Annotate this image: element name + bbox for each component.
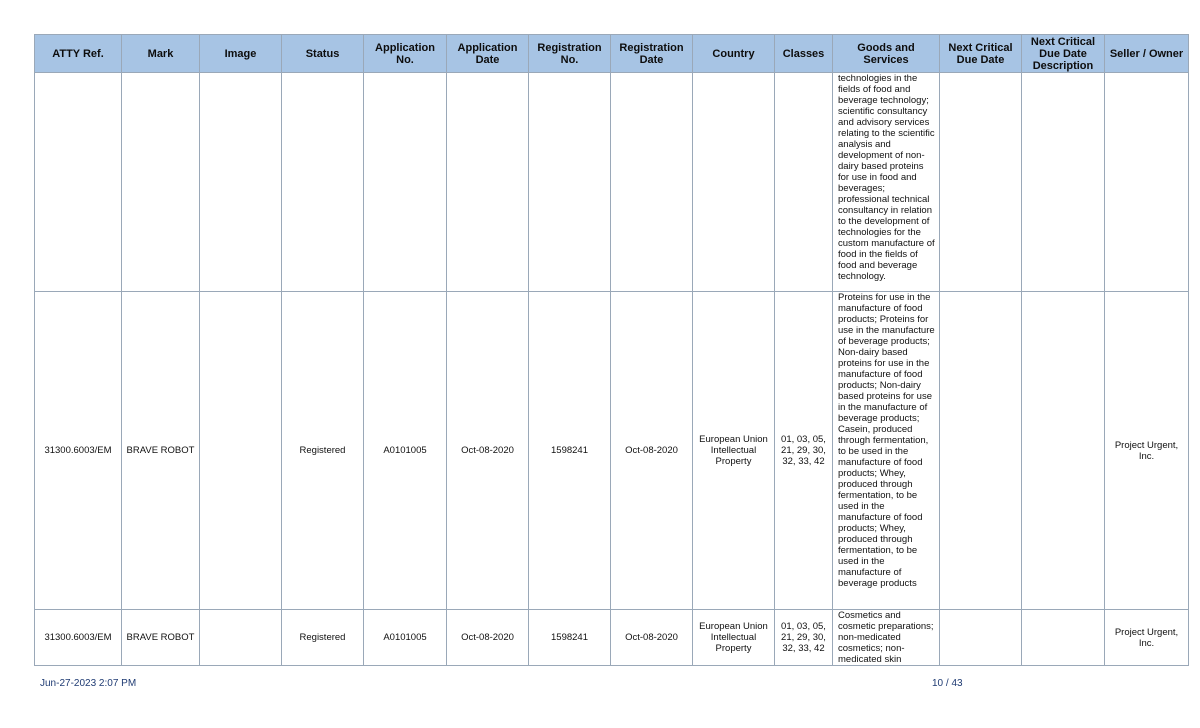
- col-status: Status: [282, 35, 364, 73]
- cell-mark: [122, 73, 200, 292]
- cell-next-due-date: [940, 73, 1022, 292]
- cell-goods-services: [833, 73, 940, 292]
- col-goods-services: Goods and Services: [833, 35, 940, 73]
- cell-goods-services: [833, 292, 940, 610]
- cell-mark: BRAVE ROBOT: [122, 292, 200, 610]
- table-row: [35, 292, 1189, 610]
- table-row: [35, 610, 1189, 666]
- cell-application-date: Oct-08-2020: [447, 292, 529, 610]
- col-next-due-desc: Next Critical Due Date Description: [1022, 35, 1105, 73]
- cell-next-due-desc: [1022, 610, 1105, 666]
- cell-status: [282, 73, 364, 292]
- cell-country: [693, 73, 775, 292]
- cell-application-date: Oct-08-2020: [447, 610, 529, 666]
- cell-country: European Union Intellectual Property: [693, 610, 775, 666]
- cell-atty-ref: 31300.6003/EM: [35, 610, 122, 666]
- col-next-due-date: Next Critical Due Date: [940, 35, 1022, 73]
- col-application-date: Application Date: [447, 35, 529, 73]
- trademark-table: [34, 34, 1189, 666]
- cell-atty-ref: 31300.6003/EM: [35, 292, 122, 610]
- cell-goods-services: [833, 610, 940, 666]
- col-application-no: Application No.: [364, 35, 447, 73]
- col-atty-ref: ATTY Ref.: [35, 35, 122, 73]
- table-row: [35, 73, 1189, 292]
- cell-country: European Union Intellectual Property: [693, 292, 775, 610]
- cell-classes: [775, 73, 833, 292]
- cell-application-date: [447, 73, 529, 292]
- cell-status: Registered: [282, 292, 364, 610]
- goods-text: technologies in the fields of food and beverage technology; scientific consultancy and advisory services relating to the scientific analysis and development of non-dairy based proteins for use in food and beverages; professional technical consultancy in relation to the development of technologies for the custom manufacture of food in the fields of food and beverage technology.: [838, 73, 935, 282]
- cell-registration-no: 1598241: [529, 610, 611, 666]
- col-mark: Mark: [122, 35, 200, 73]
- col-image: Image: [200, 35, 282, 73]
- cell-registration-date: Oct-08-2020: [611, 292, 693, 610]
- cell-seller-owner: Project Urgent, Inc.: [1105, 610, 1189, 666]
- footer-timestamp: Jun-27-2023 2:07 PM: [40, 678, 137, 689]
- goods-text: Cosmetics and cosmetic preparations; non-medicated cosmetics; non-medicated skin: [838, 610, 934, 665]
- cell-application-no: [364, 73, 447, 292]
- cell-classes: 01, 03, 05, 21, 29, 30, 32, 33, 42: [775, 292, 833, 610]
- col-classes: Classes: [775, 35, 833, 73]
- cell-image: [200, 610, 282, 666]
- cell-mark: BRAVE ROBOT: [122, 610, 200, 666]
- cell-status: Registered: [282, 610, 364, 666]
- col-registration-no: Registration No.: [529, 35, 611, 73]
- cell-application-no: A0101005: [364, 610, 447, 666]
- cell-classes: 01, 03, 05, 21, 29, 30, 32, 33, 42: [775, 610, 833, 666]
- header-row: [35, 35, 1189, 73]
- cell-image: [200, 73, 282, 292]
- cell-atty-ref: [35, 73, 122, 292]
- cell-registration-no: [529, 73, 611, 292]
- cell-registration-date: Oct-08-2020: [611, 610, 693, 666]
- cell-seller-owner: [1105, 73, 1189, 292]
- col-registration-date: Registration Date: [611, 35, 693, 73]
- cell-registration-date: [611, 73, 693, 292]
- cell-next-due-date: [940, 292, 1022, 610]
- cell-seller-owner: Project Urgent, Inc.: [1105, 292, 1189, 610]
- cell-next-due-desc: [1022, 292, 1105, 610]
- col-country: Country: [693, 35, 775, 73]
- cell-next-due-date: [940, 610, 1022, 666]
- col-seller-owner: Seller / Owner: [1105, 35, 1189, 73]
- cell-image: [200, 292, 282, 610]
- cell-registration-no: 1598241: [529, 292, 611, 610]
- page-number: 10 / 43: [932, 678, 963, 689]
- cell-next-due-desc: [1022, 73, 1105, 292]
- cell-application-no: A0101005: [364, 292, 447, 610]
- goods-text: Proteins for use in the manufacture of food products; Proteins for use in the manufacture of beverage products; Non-dairy based proteins for use in the manufacture of food products; Non-dairy based proteins for use in the manufacture of beverage products; Casein, produced through fermentation, to be used in the manufacture of food products; Whey, produced through fermentation, to be used in the manufacture of food products; Whey, produced through fermentation, to be used in the manufacture of beverage products: [838, 292, 935, 589]
